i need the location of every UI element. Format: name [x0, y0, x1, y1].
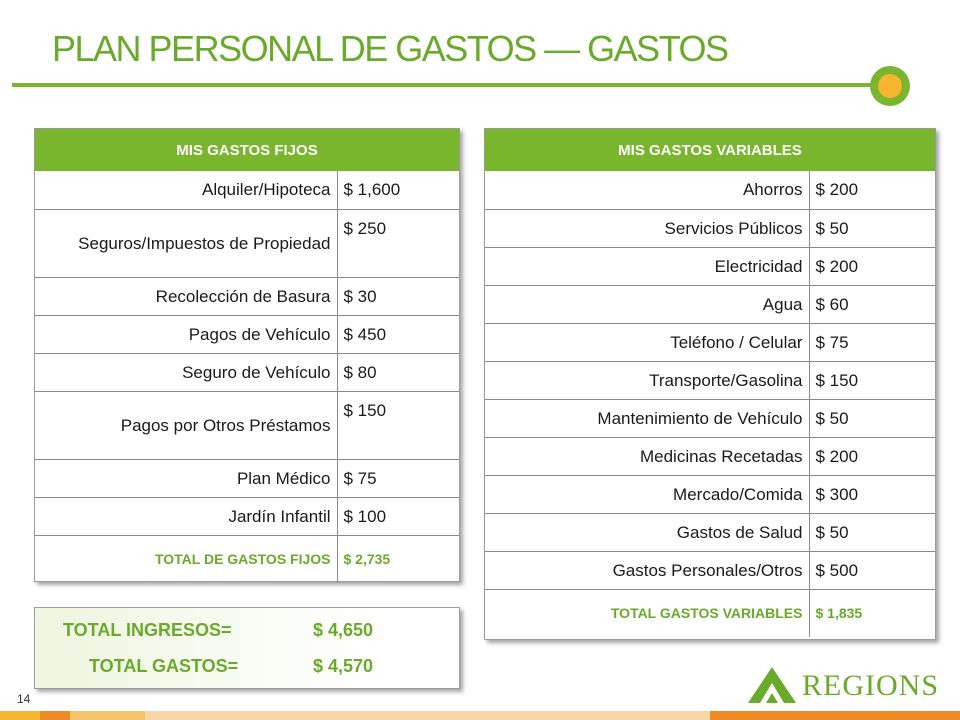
variable-expense-total-label: TOTAL GASTOS VARIABLES	[485, 589, 809, 637]
variable-expense-row-label: Ahorros	[485, 171, 809, 209]
variable-expense-row	[485, 361, 935, 399]
fixed-expense-row-value: $ 75	[337, 459, 459, 497]
fixed-expense-row-label: Pagos de Vehículo	[35, 315, 337, 353]
footer-segment	[40, 711, 70, 720]
fixed-expenses-header: MIS GASTOS FIJOS	[35, 129, 459, 171]
variable-expenses-card	[484, 128, 936, 640]
fixed-expense-row-value: $ 150	[337, 391, 459, 459]
footer-segment	[70, 711, 145, 720]
fixed-expense-row-value: $ 250	[337, 209, 459, 277]
variable-expense-total-value: $ 1,835	[809, 589, 935, 637]
fixed-expense-row-label: Seguros/Impuestos de Propiedad	[35, 209, 337, 277]
variable-expenses-header: MIS GASTOS VARIABLES	[485, 129, 935, 171]
variable-expenses-table	[485, 171, 935, 637]
variable-expense-row-label: Teléfono / Celular	[485, 323, 809, 361]
variable-expense-row-label: Medicinas Recetadas	[485, 437, 809, 475]
fixed-expense-row	[35, 315, 459, 353]
fixed-expense-row-value: $ 100	[337, 497, 459, 535]
variable-expense-row	[485, 247, 935, 285]
variable-expense-row-label: Electricidad	[485, 247, 809, 285]
variable-expense-row	[485, 475, 935, 513]
fixed-expense-total-row	[35, 535, 459, 583]
footer-segment	[710, 711, 960, 720]
variable-expense-row-label: Gastos de Salud	[485, 513, 809, 551]
title-underline	[12, 83, 884, 87]
total-expenses-value: $ 4,570	[313, 656, 374, 676]
variable-expense-row-label: Agua	[485, 285, 809, 323]
title-circle-inner	[878, 74, 902, 98]
regions-logo	[746, 665, 946, 705]
variable-expense-row-value: $ 50	[809, 513, 935, 551]
variable-expense-row-label: Gastos Personales/Otros	[485, 551, 809, 589]
fixed-expense-row-value: $ 80	[337, 353, 459, 391]
fixed-expense-row-value: $ 1,600	[337, 171, 459, 209]
fixed-expense-row-label: Recolección de Basura	[35, 277, 337, 315]
fixed-expense-total-value: $ 2,735	[337, 535, 459, 583]
variable-expense-row-value: $ 50	[809, 399, 935, 437]
variable-expense-row	[485, 399, 935, 437]
fixed-expense-row-value: $ 30	[337, 277, 459, 315]
regions-logo-text: REGIONS	[802, 669, 940, 702]
variable-expense-row-value: $ 75	[809, 323, 935, 361]
variable-expense-row-label: Mercado/Comida	[485, 475, 809, 513]
totals-summary-box	[34, 607, 460, 689]
variable-expense-total-row	[485, 589, 935, 637]
fixed-expense-row	[35, 209, 459, 277]
total-income-label: TOTAL INGRESOS=	[63, 620, 232, 640]
variable-expense-row-value: $ 150	[809, 361, 935, 399]
fixed-expense-row-label: Seguro de Vehículo	[35, 353, 337, 391]
footer-color-bar	[0, 711, 960, 720]
variable-expense-row-value: $ 500	[809, 551, 935, 589]
fixed-expenses-table	[35, 171, 459, 583]
fixed-expense-row	[35, 171, 459, 209]
variable-expense-row	[485, 209, 935, 247]
fixed-expense-row	[35, 391, 459, 459]
variable-expense-row	[485, 513, 935, 551]
fixed-expense-total-label: TOTAL DE GASTOS FIJOS	[35, 535, 337, 583]
total-expenses-label: TOTAL GASTOS=	[89, 656, 239, 676]
fixed-expense-row	[35, 497, 459, 535]
variable-expense-row	[485, 437, 935, 475]
total-income-value: $ 4,650	[313, 620, 374, 640]
title-circle-ornament	[870, 66, 910, 106]
fixed-expense-row-label: Alquiler/Hipoteca	[35, 171, 337, 209]
fixed-expense-row	[35, 459, 459, 497]
fixed-expense-row	[35, 353, 459, 391]
variable-expense-row-label: Mantenimiento de Vehículo	[485, 399, 809, 437]
page-number: 14	[17, 692, 31, 706]
variable-expense-row-value: $ 200	[809, 437, 935, 475]
fixed-expense-row-label: Jardín Infantil	[35, 497, 337, 535]
variable-expense-row	[485, 171, 935, 209]
variable-expense-row-label: Servicios Públicos	[485, 209, 809, 247]
fixed-expense-row	[35, 277, 459, 315]
variable-expense-row	[485, 323, 935, 361]
variable-expense-row-value: $ 50	[809, 209, 935, 247]
regions-triangle-icon	[746, 665, 798, 705]
variable-expense-row-value: $ 200	[809, 171, 935, 209]
footer-segment	[145, 711, 710, 720]
variable-expense-row-value: $ 300	[809, 475, 935, 513]
variable-expense-row-value: $ 60	[809, 285, 935, 323]
footer-segment	[0, 711, 40, 720]
variable-expense-row-label: Transporte/Gasolina	[485, 361, 809, 399]
variable-expense-row-value: $ 200	[809, 247, 935, 285]
fixed-expenses-card	[34, 128, 460, 582]
fixed-expense-row-value: $ 450	[337, 315, 459, 353]
variable-expense-row	[485, 551, 935, 589]
fixed-expense-row-label: Pagos por Otros Préstamos	[35, 391, 337, 459]
variable-expense-row	[485, 285, 935, 323]
fixed-expense-row-label: Plan Médico	[35, 459, 337, 497]
page-title: PLAN PERSONAL DE GASTOS — GASTOS	[52, 28, 728, 69]
